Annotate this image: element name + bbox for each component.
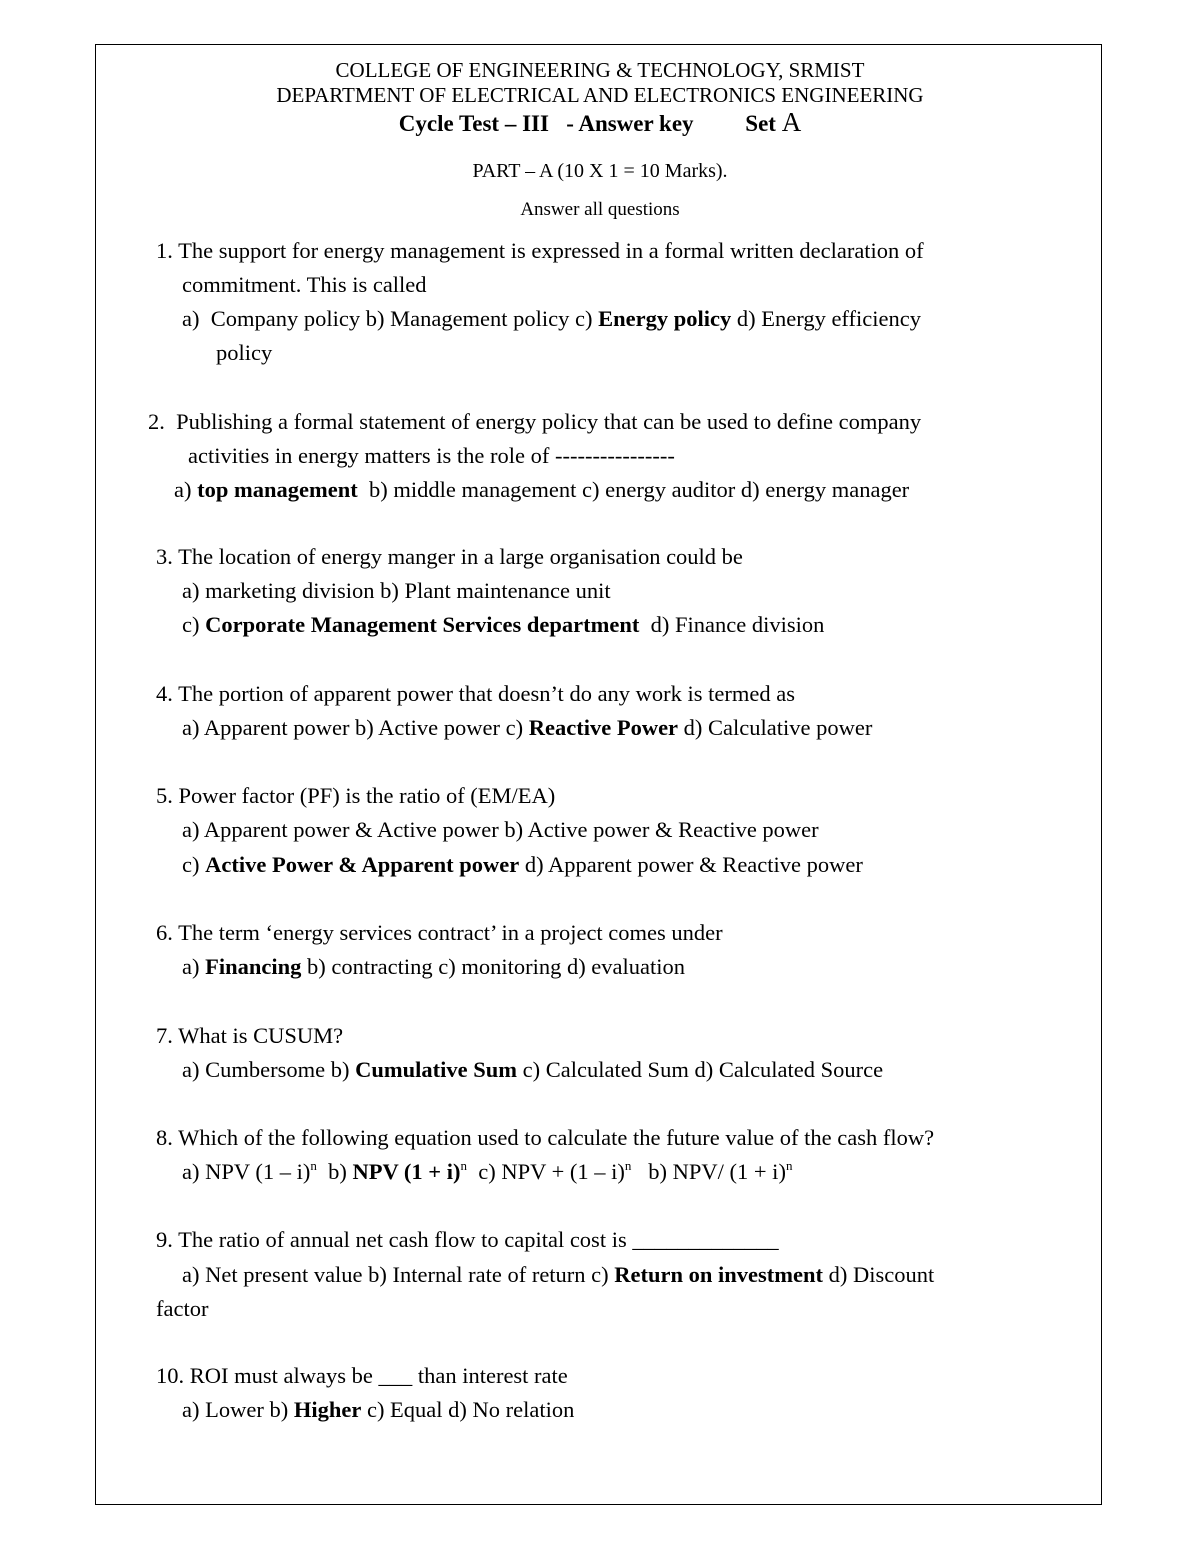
question-text: The term ‘energy services contract’ in a project comes under xyxy=(178,920,723,945)
question-text: ROI must always be ___ than interest rate xyxy=(189,1363,568,1388)
options-pre: Company policy b) Management policy c) xyxy=(210,306,593,331)
question-number: 9. xyxy=(156,1227,173,1252)
correct-answer: Financing xyxy=(205,954,302,979)
question-number: 3. xyxy=(156,544,173,569)
question-3 xyxy=(156,546,743,569)
correct-answer: top management xyxy=(197,477,358,502)
exponent: n xyxy=(624,1158,632,1173)
instruction: Answer all questions xyxy=(520,199,680,220)
options-pre: c) xyxy=(182,612,200,637)
correct-answer: NPV (1 + i) xyxy=(352,1159,461,1184)
options-wrap: factor xyxy=(156,1296,209,1321)
options-line-1: a) marketing division b) Plant maintenance unit xyxy=(182,578,611,603)
question-text-cont: commitment. This is called xyxy=(182,272,427,297)
question-8-options xyxy=(182,1158,793,1184)
question-number: 6. xyxy=(156,920,173,945)
options-post: b) contracting c) monitoring d) evaluation xyxy=(307,954,686,979)
question-text: The support for energy management is expressed in a formal written declaration of xyxy=(178,238,924,263)
option-c: c) NPV + (1 – i) xyxy=(478,1159,625,1184)
options-post: d) Finance division xyxy=(650,612,825,637)
question-1 xyxy=(156,240,924,263)
question-9 xyxy=(156,1229,779,1252)
question-number: 8. xyxy=(156,1125,173,1150)
question-1-options xyxy=(182,308,921,331)
correct-answer: Corporate Management Services department xyxy=(205,612,640,637)
question-7-options xyxy=(182,1059,883,1082)
question-text: What is CUSUM? xyxy=(178,1023,344,1048)
correct-answer: Cumulative Sum xyxy=(355,1057,517,1082)
department-title: DEPARTMENT OF ELECTRICAL AND ELECTRONICS ENGINEERING xyxy=(276,83,924,107)
question-10-options xyxy=(182,1399,574,1422)
question-text: The portion of apparent power that doesn’t do any work is termed as xyxy=(178,681,796,706)
question-9-options xyxy=(182,1264,934,1287)
option-d: b) NPV/ (1 + i) xyxy=(648,1159,786,1184)
options-post: b) middle management c) energy auditor d) energy manager xyxy=(368,477,910,502)
question-number: 4. xyxy=(156,681,173,706)
question-number: 1. xyxy=(156,238,173,263)
question-number: 2. xyxy=(148,409,165,434)
options-pre: a) xyxy=(174,477,192,502)
correct-answer: Active Power & Apparent power xyxy=(205,852,520,877)
options-pre: c) xyxy=(182,852,200,877)
question-5-options xyxy=(182,854,863,877)
question-7 xyxy=(156,1025,343,1048)
question-6 xyxy=(156,922,723,945)
question-3-options xyxy=(182,614,824,637)
question-4 xyxy=(156,683,795,706)
options-post: d) Discount xyxy=(828,1262,935,1287)
question-text: Publishing a formal statement of energy policy that can be used to define company xyxy=(176,409,922,434)
question-number: 5. xyxy=(156,783,173,808)
set-value: A xyxy=(781,107,802,137)
question-number: 7. xyxy=(156,1023,173,1048)
options-pre: a) Lower b) xyxy=(182,1397,289,1422)
options-post: d) Apparent power & Reactive power xyxy=(524,852,863,877)
exponent: n xyxy=(460,1158,467,1173)
question-text: The location of energy manger in a large organisation could be xyxy=(178,544,743,569)
question-2 xyxy=(148,411,921,434)
question-5 xyxy=(156,785,555,808)
options-pre: a) Cumbersome b) xyxy=(182,1057,350,1082)
question-8 xyxy=(156,1127,934,1150)
question-text: Which of the following equation used to calculate the future value of the cash flow? xyxy=(178,1125,935,1150)
correct-answer: Energy policy xyxy=(598,306,732,331)
question-text: The ratio of annual net cash flow to capital cost is _____________ xyxy=(178,1227,779,1252)
options-post: d) Energy efficiency xyxy=(736,306,921,331)
option-label: a) xyxy=(182,306,200,331)
correct-answer: Higher xyxy=(293,1397,362,1422)
question-text-cont: activities in energy matters is the role of ---------------- xyxy=(188,443,675,468)
correct-answer: Return on investment xyxy=(614,1262,824,1287)
options-post: d) Calculative power xyxy=(683,715,873,740)
options-pre: a) xyxy=(182,954,200,979)
option-b-label: b) xyxy=(328,1159,347,1184)
question-4-options xyxy=(182,717,872,740)
question-2-options xyxy=(174,479,909,502)
options-post: c) Equal d) No relation xyxy=(366,1397,575,1422)
correct-answer: Reactive Power xyxy=(528,715,679,740)
options-line-1: a) Apparent power & Active power b) Active power & Reactive power xyxy=(182,817,819,842)
set-label: Set xyxy=(745,111,776,136)
options-pre: a) Apparent power b) Active power c) xyxy=(182,715,524,740)
test-title xyxy=(0,107,1200,138)
exponent: n xyxy=(310,1158,317,1173)
options-pre: a) Net present value b) Internal rate of return c) xyxy=(182,1262,609,1287)
answer-key-label: - Answer key xyxy=(566,111,694,136)
option-a: a) NPV (1 – i) xyxy=(182,1159,311,1184)
question-6-options xyxy=(182,956,685,979)
options-post: c) Calculated Sum d) Calculated Source xyxy=(522,1057,884,1082)
college-title: COLLEGE OF ENGINEERING & TECHNOLOGY, SRMIST xyxy=(335,58,865,82)
test-name: Cycle Test – III xyxy=(398,111,549,136)
part-heading: PART – A (10 X 1 = 10 Marks). xyxy=(472,160,728,182)
question-10 xyxy=(156,1365,568,1388)
question-number: 10. xyxy=(156,1363,185,1388)
options-wrap: policy xyxy=(216,340,273,365)
exponent: n xyxy=(785,1158,793,1173)
question-text: Power factor (PF) is the ratio of (EM/EA) xyxy=(178,783,556,808)
